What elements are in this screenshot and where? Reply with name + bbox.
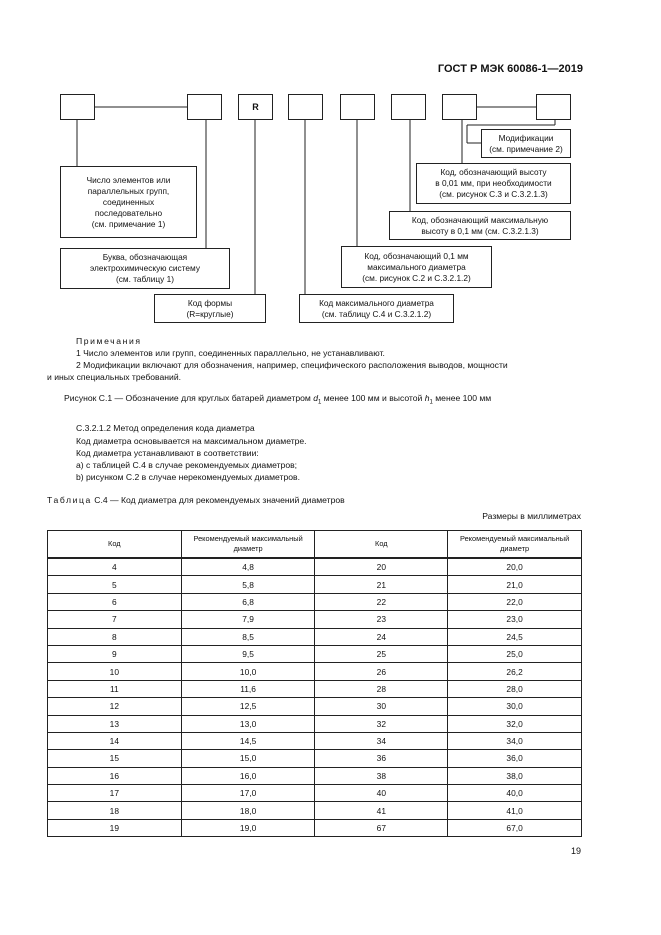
table-cell: 12 <box>48 698 182 715</box>
table-cell: 23 <box>315 611 448 628</box>
table-row <box>48 802 582 819</box>
table-cell: 16,0 <box>181 767 315 784</box>
section-line: b) рисунком С.2 в случае нерекомендуемых диаметров. <box>76 472 300 482</box>
table-row <box>48 663 582 680</box>
table-cell: 36 <box>315 750 448 767</box>
code-box-height-001 <box>442 94 477 120</box>
table-cell: 36,0 <box>448 750 582 767</box>
table-cell: 24,5 <box>448 628 582 645</box>
notes-heading: Примечания <box>76 336 142 346</box>
label-shape-code: Код формы (R=круглые) <box>154 294 266 323</box>
table-row <box>48 628 582 645</box>
table-cell: 26,2 <box>448 663 582 680</box>
table-cell: 15 <box>48 750 182 767</box>
table-cell: 7,9 <box>181 611 315 628</box>
table-cell: 5,8 <box>181 576 315 593</box>
label-elements: Число элементов или параллельных групп, соединенных последовательно (см. примечание 1) <box>60 166 197 238</box>
table-row <box>48 680 582 697</box>
table-cell: 30 <box>315 698 448 715</box>
label-max-diameter-code: Код максимального диаметра (см. таблицу С.4 и С.3.2.1.2) <box>299 294 454 323</box>
section-line: а) с таблицей С.4 в случае рекомендуемых диаметров; <box>76 460 298 470</box>
table-cell: 34,0 <box>448 732 582 749</box>
table-cell: 8,5 <box>181 628 315 645</box>
table-cell: 24 <box>315 628 448 645</box>
table-header-row <box>48 531 582 559</box>
table-cell: 40,0 <box>448 785 582 802</box>
table-cell: 21,0 <box>448 576 582 593</box>
table-cell: 30,0 <box>448 698 582 715</box>
table-cell: 7 <box>48 611 182 628</box>
table-cell: 6 <box>48 593 182 610</box>
table-cell: 14,5 <box>181 732 315 749</box>
table-cell: 41 <box>315 802 448 819</box>
standard-header: ГОСТ Р МЭК 60086-1—2019 <box>437 63 583 75</box>
table-cell: 10,0 <box>181 663 315 680</box>
table-cell: 12,5 <box>181 698 315 715</box>
note-2-line-1: 2 Модификации включают для обозначения, например, специфического расположения выводов, мощности <box>76 360 508 370</box>
table-row <box>48 819 582 836</box>
table-cell: 21 <box>315 576 448 593</box>
label-max-height: Код, обозначающий максимальную высоту в 0,1 мм (см. С.3.2.1.3) <box>389 211 571 240</box>
table-row <box>48 767 582 784</box>
code-box-elements <box>60 94 95 120</box>
table-row <box>48 732 582 749</box>
table-row <box>48 611 582 628</box>
table-cell: 11,6 <box>181 680 315 697</box>
table-cell: 18 <box>48 802 182 819</box>
table-cell: 67,0 <box>448 819 582 836</box>
diameter-code-table <box>47 530 582 837</box>
table-cell: 20,0 <box>448 558 582 576</box>
table-cell: 41,0 <box>448 802 582 819</box>
table-cell: 17,0 <box>181 785 315 802</box>
header-code: Код <box>315 531 448 559</box>
table-cell: 19 <box>48 819 182 836</box>
table-cell: 13,0 <box>181 715 315 732</box>
note-2-line-2: и иных специальных требований. <box>47 372 182 382</box>
table-row <box>48 750 582 767</box>
header-diameter: Рекомендуемый максимальный диаметр <box>181 531 315 559</box>
table-cell: 28 <box>315 680 448 697</box>
section-line: Код диаметра основывается на максимальном диаметре. <box>76 436 307 446</box>
code-box-modification <box>536 94 571 120</box>
table-row <box>48 576 582 593</box>
figure-caption: Рисунок С.1 — Обозначение для круглых батарей диаметром $d_1$ менее 100 мм и высотой $h_1$ менее 100 мм <box>64 393 492 406</box>
header-code: Код <box>48 531 182 559</box>
label-modification: Модификации (см. примечание 2) <box>481 129 571 158</box>
table-cell: 8 <box>48 628 182 645</box>
section-line: Код диаметра устанавливают в соответствии: <box>76 448 259 458</box>
table-cell: 13 <box>48 715 182 732</box>
table-cell: 4 <box>48 558 182 576</box>
table-cell: 17 <box>48 785 182 802</box>
table-cell: 38,0 <box>448 767 582 784</box>
note-1: 1 Число элементов или групп, соединенных параллельно, не устанавливают. <box>76 348 385 358</box>
table-cell: 15,0 <box>181 750 315 767</box>
table-cell: 6,8 <box>181 593 315 610</box>
table-cell: 26 <box>315 663 448 680</box>
table-cell: 5 <box>48 576 182 593</box>
table-cell: 10 <box>48 663 182 680</box>
table-cell: 9,5 <box>181 645 315 662</box>
table-cell: 14 <box>48 732 182 749</box>
table-row <box>48 593 582 610</box>
label-max-diameter-01: Код, обозначающий 0,1 мм максимального диаметра (см. рисунок С.2 и С.3.2.1.2) <box>341 246 492 288</box>
section-title: С.3.2.1.2 Метод определения кода диаметра <box>76 423 255 433</box>
table-row <box>48 785 582 802</box>
table-cell: 34 <box>315 732 448 749</box>
page-number: 19 <box>570 846 581 856</box>
table-cell: 20 <box>315 558 448 576</box>
label-height-code: Код, обозначающий высоту в 0,01 мм, при необходимости (см. рисунок С.3 и С.3.2.1.3) <box>416 163 571 204</box>
table-cell: 38 <box>315 767 448 784</box>
table-cell: 19,0 <box>181 819 315 836</box>
code-box-system <box>187 94 222 120</box>
table-cell: 32,0 <box>448 715 582 732</box>
table-row <box>48 645 582 662</box>
header-diameter: Рекомендуемый максимальный диаметр <box>448 531 582 559</box>
table-caption: Таблица С.4 — Код диаметра для рекомендуемых значений диаметров <box>47 495 345 505</box>
table-row <box>48 715 582 732</box>
code-box-shape: R <box>238 94 273 120</box>
table-cell: 25 <box>315 645 448 662</box>
table-cell: 18,0 <box>181 802 315 819</box>
code-box-max-height <box>391 94 426 120</box>
table-cell: 22 <box>315 593 448 610</box>
table-cell: 22,0 <box>448 593 582 610</box>
table-cell: 40 <box>315 785 448 802</box>
table-cell: 4,8 <box>181 558 315 576</box>
label-system: Буква, обозначающая электрохимическую систему (см. таблицу 1) <box>60 248 230 289</box>
table-cell: 28,0 <box>448 680 582 697</box>
table-cell: 9 <box>48 645 182 662</box>
table-cell: 16 <box>48 767 182 784</box>
table-cell: 67 <box>315 819 448 836</box>
code-box-max-diameter <box>288 94 323 120</box>
code-box-diameter-01 <box>340 94 375 120</box>
table-row <box>48 558 582 576</box>
table-cell: 23,0 <box>448 611 582 628</box>
table-row <box>48 698 582 715</box>
table-cell: 25,0 <box>448 645 582 662</box>
units-note: Размеры в миллиметрах <box>482 511 581 521</box>
table-cell: 11 <box>48 680 182 697</box>
table-cell: 32 <box>315 715 448 732</box>
